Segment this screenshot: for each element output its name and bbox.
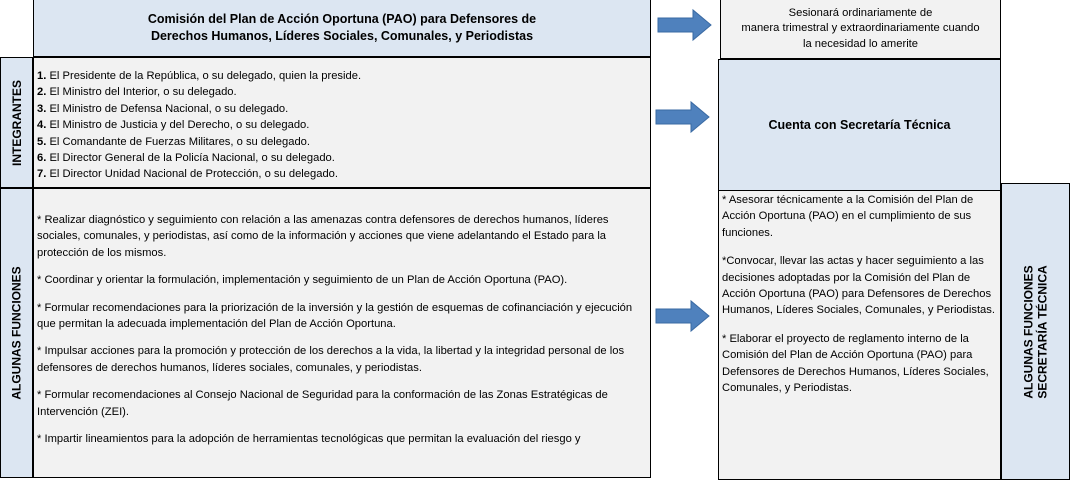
top-left-cell (0, 0, 34, 57)
funciones-label-cell (0, 188, 33, 478)
commission-title (33, 0, 651, 57)
member-item: 5. El Comandante de Fuerzas Militares, o su delegado. (37, 135, 311, 148)
member-item: 2. El Ministro del Interior, o su delegado. (37, 86, 237, 99)
session-line1: Sesionará ordinariamente de (788, 6, 933, 19)
function-item: * Impartir lineamientos para la adopción de herramientas tecnológicas que permitan la evaluación del riesgo y (37, 433, 581, 446)
member-item: 7. El Director Unidad Nacional de Protección, o su delegado. (37, 168, 339, 181)
secretariat-functions (718, 190, 1001, 480)
integrantes-label-cell (0, 57, 33, 188)
members-list (33, 57, 651, 188)
session-box (720, 0, 1001, 59)
session-line3: la necesidad lo amerite (802, 37, 919, 50)
integrantes-label: INTEGRANTES (9, 79, 24, 166)
function-item: * Coordinar y orientar la formulación, implementación y seguimiento de un Plan de Acción Oportuna (PAO). (37, 274, 568, 287)
function-item: * Impulsar acciones para la promoción y protección de los derechos a la vida, la libertad y la integridad personal de los defensores de derechos humanos, líderes sociales, comunales, y periodistas. (37, 345, 625, 374)
funciones-label: ALGUNAS FUNCIONES (9, 266, 24, 400)
function-item: * Realizar diagnóstico y seguimiento con relación a las amenazas contra defensores de derechos humanos, líderes sociales, comunales, y periodistas, así como de la información y acciones que viene adelantando el Estado para la protección de los mismos. (37, 214, 609, 259)
secretariat-function-item: * Asesorar técnicamente a la Comisión del Plan de Acción Oportuna (PAO) en el cumplimiento de sus funciones. (722, 194, 974, 239)
secretariat-function-item: *Convocar, llevar las actas y hacer seguimiento a las decisiones adoptadas por la Comisión del Plan de Acción Oportuna (PAO) para Defensores de Derechos Humanos, Líderes Sociales, Comunales, y Periodistas. (722, 255, 995, 317)
secretariat-function-item: * Elaborar el proyecto de reglamento interno de la Comisión del Plan de Acción Oportuna (PAO) para Defensores de Derechos Humanos, Líderes Sociales, Comunales, y Periodistas. (722, 332, 989, 395)
arrow-right-icon (655, 299, 711, 333)
function-item: * Formular recomendaciones para la priorización de la inversión y la gestión de esquemas de cofinanciación y ejecución que permitan la adecuada implementación del Plan de Acción Oportuna. (37, 301, 633, 331)
session-line2: manera trimestral y extraordinariamente cuando (741, 22, 980, 35)
functions-list (33, 188, 651, 478)
arrow-right-icon (655, 100, 711, 134)
secretaria-label: ALGUNAS FUNCIONES SECRETARÍA TÉCNICA (1021, 264, 1050, 399)
member-item: 1. El Presidente de la República, o su delegado, quien la preside. (37, 70, 362, 82)
member-item: 3. El Ministro de Defensa Nacional, o su delegado. (37, 102, 289, 115)
secretaria-label-cell (1001, 183, 1070, 480)
member-item: 4. El Ministro de Justicia y del Derecho, o su delegado. (37, 119, 310, 132)
secretariat-title (718, 59, 1001, 191)
arrow-right-icon (657, 8, 713, 42)
function-item: * Formular recomendaciones al Consejo Nacional de Seguridad para la conformación de las Zonas Estratégicas de Intervención (ZEI). (37, 389, 608, 418)
commission-title-line2: Derechos Humanos, Líderes Sociales, Comunales, y Periodistas (150, 29, 534, 43)
secretariat-title-text: Cuenta con Secretaría Técnica (768, 118, 951, 132)
member-item: 6. El Director General de la Policía Nacional, o su delegado. (37, 152, 335, 165)
commission-title-line1: Comisión del Plan de Acción Oportuna (PAO) para Defensores de (147, 12, 537, 26)
